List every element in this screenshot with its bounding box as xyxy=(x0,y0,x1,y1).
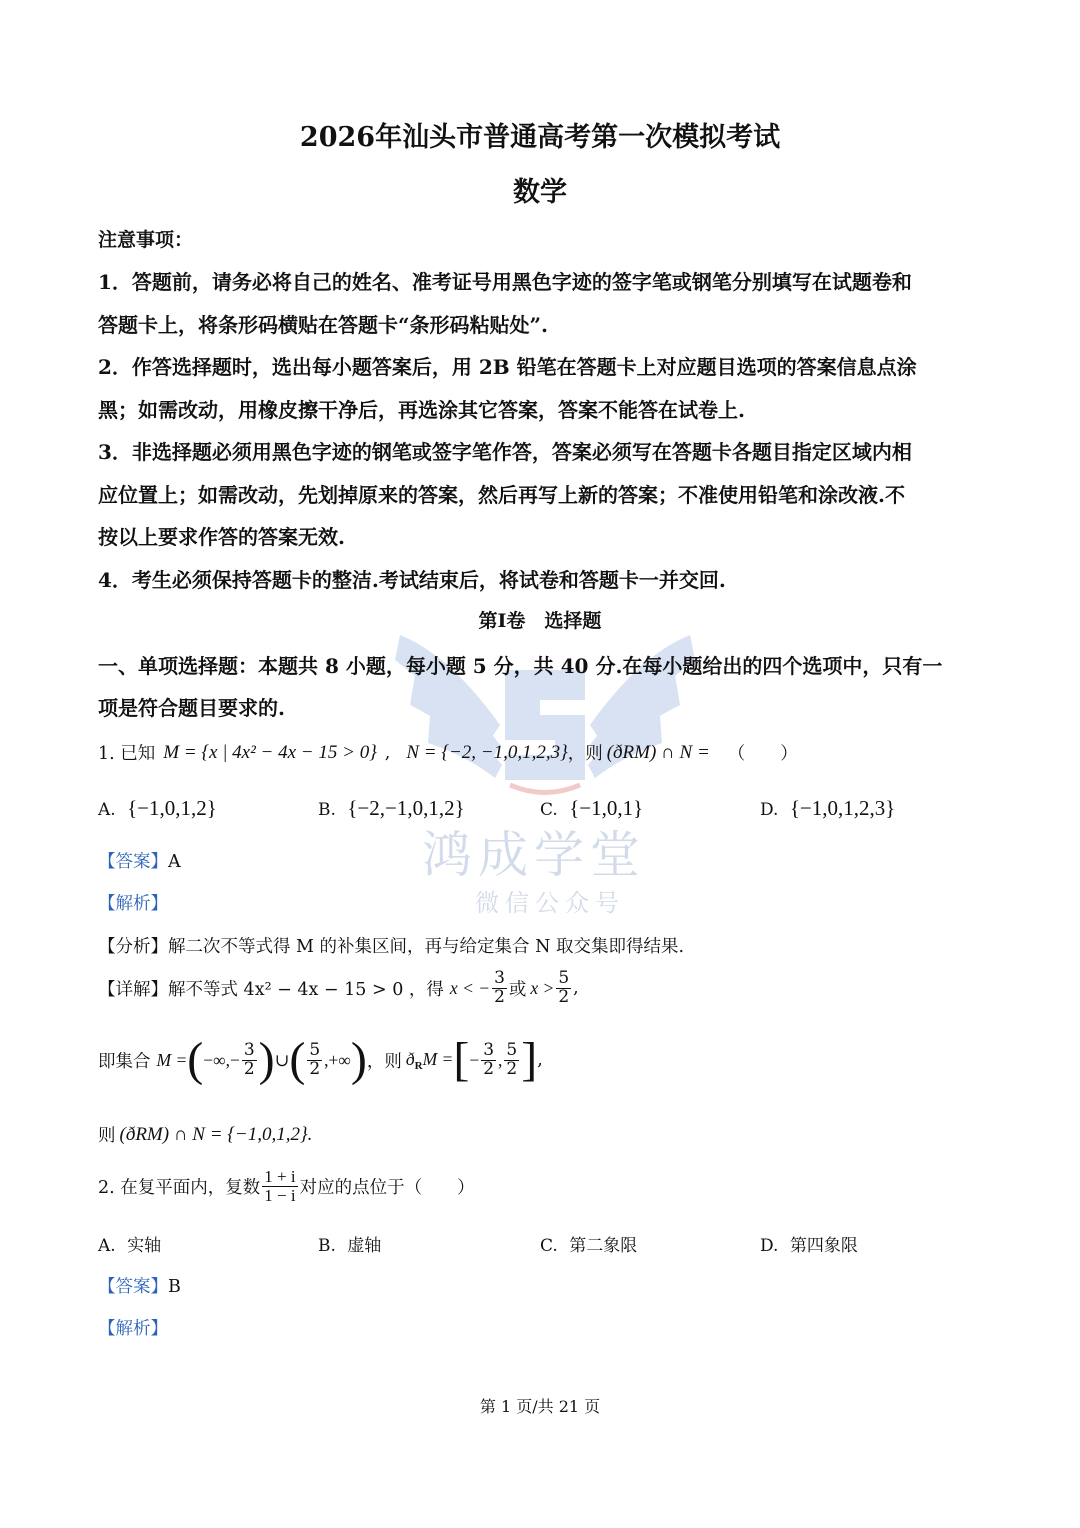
q2-option-a[interactable]: A. 实轴 xyxy=(98,1236,162,1256)
question-1-prefix: 1. 已知 xyxy=(98,744,156,764)
notice-item-1-line-1: 1．答题前，请务必将自己的姓名、准考证号用黑色字迹的签字笔或钢笔分别填写在试题卷和 xyxy=(98,270,912,294)
q1-fenxi: 【分析】解二次不等式得 M 的补集区间，再与给定集合 N 取交集即得结果. xyxy=(98,937,685,957)
q1-option-a[interactable]: A. {−1,0,1,2} xyxy=(98,796,217,820)
notice-item-3-line-1: 3．非选择题必须用黑色字迹的钢笔或签字笔作答，答案必须写在答题卡各题目指定区域内相 xyxy=(98,440,912,464)
part-heading-line-2: 项是符合题目要求的. xyxy=(98,696,285,720)
q2-answer-value: B xyxy=(168,1277,181,1297)
notice-item-3-line-3: 按以上要求作答的答案无效. xyxy=(98,525,345,549)
page-number: 第 1 页/共 21 页 xyxy=(479,1397,601,1416)
question-1-set-n: N = {−2, −1,0,1,2,3} xyxy=(406,741,568,763)
part-heading-line-1: 一、单项选择题：本题共 8 小题，每小题 5 分，共 40 分.在每小题给出的四个选项中，只有一 xyxy=(98,654,943,678)
question-1-paren: （ ） xyxy=(727,744,798,764)
q1-detail-line-2: 即集合 M = ( −∞,− $\frac{3}{2}$ ) ∪ ( $\frac{5}{2}$ ,+∞ ) ，则 $ð_RM$ = [ − $\frac{3}{2}$ , $\frac{5}{2}$ ] , xyxy=(98,1033,543,1086)
exam-subject: 数学 xyxy=(513,177,567,208)
notice-item-2-line-1: 2．作答选择题时，选出每小题答案后，用 2B 铅笔在答题卡上对应题目选项的答案信息点涂 xyxy=(98,355,917,379)
exam-title: 2026年汕头市普通高考第一次模拟考试 xyxy=(299,122,781,153)
q1-option-d[interactable]: D. {−1,0,1,2,3} xyxy=(760,796,896,820)
q2-answer: 【答案】B xyxy=(98,1277,181,1297)
question-1-set-m: M = {x | 4x² − 4x − 15 > 0} xyxy=(163,741,377,763)
watermark-sub: 微信公众号 xyxy=(475,889,625,917)
q1-answer-value: A xyxy=(168,852,181,872)
q1-final-result: (ðRM) ∩ N = {−1,0,1,2}. xyxy=(119,1123,313,1145)
notice-item-2-line-2: 黑；如需改动，用橡皮擦干净后，再选涂其它答案，答案不能答在试卷上. xyxy=(98,398,745,422)
q1-option-b[interactable]: B. {−2,−1,0,1,2} xyxy=(318,796,465,820)
q2-option-c[interactable]: C. 第二象限 xyxy=(540,1236,638,1256)
notice-item-1-line-2: 答题卡上，将条形码横贴在答题卡“条形码粘贴处”. xyxy=(98,313,548,337)
q1-analysis-tag: 【解析】 xyxy=(98,894,168,914)
question-1-then: ，则 xyxy=(567,744,603,764)
q2-option-d[interactable]: D. 第四象限 xyxy=(760,1236,858,1256)
notice-heading: 注意事项： xyxy=(98,229,194,251)
notice-item-4-line-1: 4．考生必须保持答题卡的整洁.考试结束后，将试卷和答题卡一并交回. xyxy=(98,568,726,592)
q1-option-c[interactable]: C. {−1,0,1} xyxy=(540,796,644,820)
q1-answer: 【答案】A xyxy=(98,852,181,872)
question-2: 2. 在复平面内，复数 $\frac{1 + i}{1 - i}$ 对应的点位于（ ） xyxy=(98,1167,475,1205)
q2-analysis-tag: 【解析】 xyxy=(98,1319,168,1339)
question-1: 1. 已知 M = {x | 4x² − 4x − 15 > 0} , N = {−2, −1,0,1,2,3} ，则 (ðRM) ∩ N = （ ） xyxy=(98,741,798,764)
q1-detail-line-1: 【详解】 解不等式 4x² − 4x − 15 > 0 ，得 x < − $\frac{3}{2}$ 或 x > $\frac{5}{2}$ , xyxy=(98,968,579,1007)
notice-item-3-line-2: 应位置上；如需改动，先划掉原来的答案，然后再写上新的答案；不准使用铅笔和涂改液.不 xyxy=(98,483,905,507)
question-1-expression: (ðRM) ∩ N = xyxy=(606,741,710,763)
q1-detail-line-3: 则 (ðRM) ∩ N = {−1,0,1,2}. xyxy=(98,1123,313,1146)
volume-heading: 第Ⅰ卷 选择题 xyxy=(478,610,602,632)
watermark-brand: 鸿成学堂 xyxy=(422,826,646,884)
q2-option-b[interactable]: B. 虚轴 xyxy=(318,1236,382,1256)
